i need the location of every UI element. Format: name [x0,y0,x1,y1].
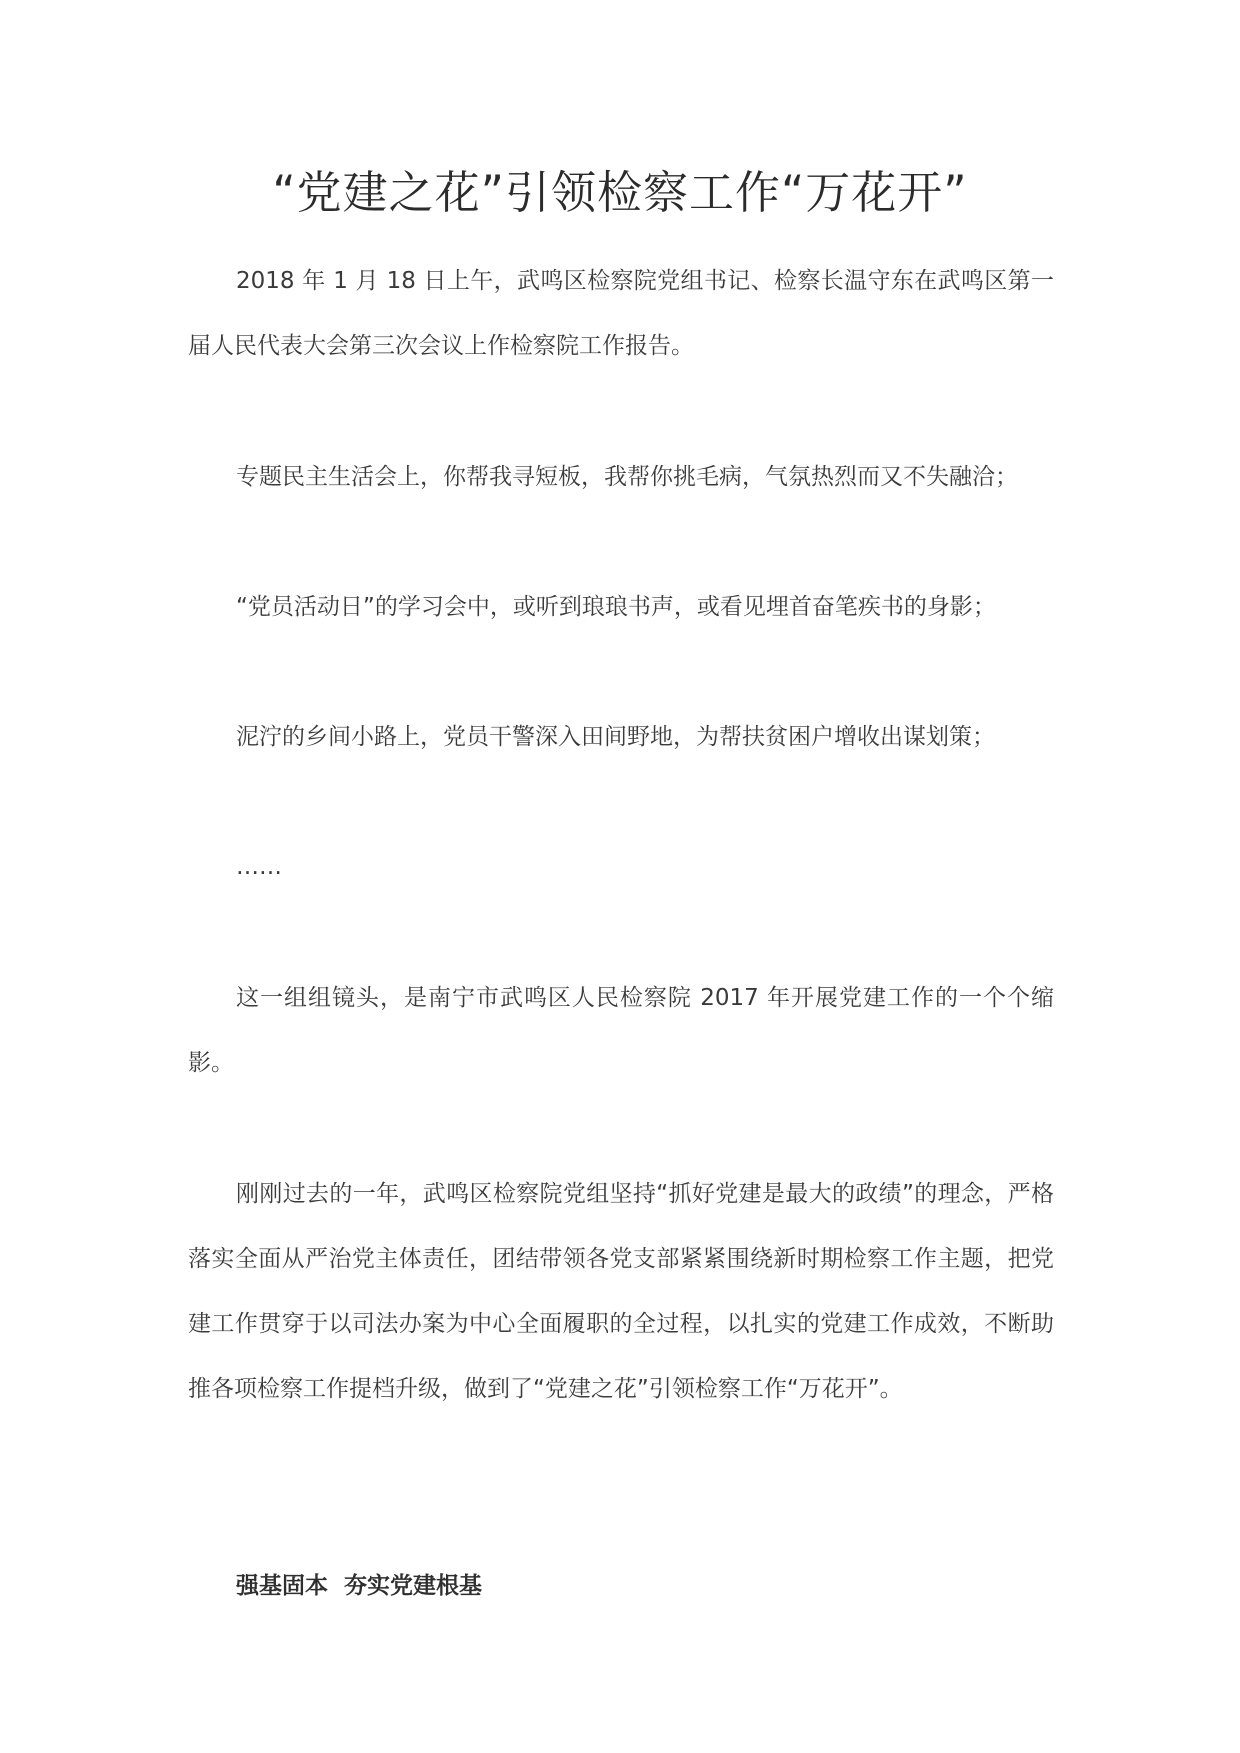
paragraph-report-intro: 2018 年 1 月 18 日上午，武鸣区检察院党组书记、检察长温守东在武鸣区第一届人民代表大会第三次会议上作检察院工作报告。 [188,268,1054,359]
paragraph-democratic-life-meeting: 专题民主生活会上，你帮我寻短板，我帮你挑毛病，气氛热烈而又不失融洽； [236,464,1018,490]
paragraph-rural-road: 泥泞的乡间小路上，党员干警深入田间野地，为帮扶贫困户增收出谋划策； [236,724,995,750]
section-subheading: 强基固本 夯实党建根基 [236,1573,483,1599]
document-title: “党建之花”引领检察工作“万花开” [272,166,968,219]
paragraph-snapshots: 这一组组镜头，是南宁市武鸣区人民检察院 2017 年开展党建工作的一个个缩影。 [188,985,1054,1076]
paragraph-past-year-summary: 刚刚过去的一年，武鸣区检察院党组坚持“抓好党建是最大的政绩”的理念，严格落实全面从严治党主体责任，团结带领各党支部紧紧围绕新时期检察工作主题，把党建工作贯穿于以司法办案为中心全面履职的全过程，以扎实的党建工作成效，不断助推各项检察工作提档升级，做到了“党建之花”引领检察工作“万花开”。 [188,1181,1054,1402]
paragraph-party-activity-day: “党员活动日”的学习会中，或听到琅琅书声，或看见埋首奋笔疾书的身影； [236,594,996,620]
paragraph-ellipsis: …… [236,854,282,880]
